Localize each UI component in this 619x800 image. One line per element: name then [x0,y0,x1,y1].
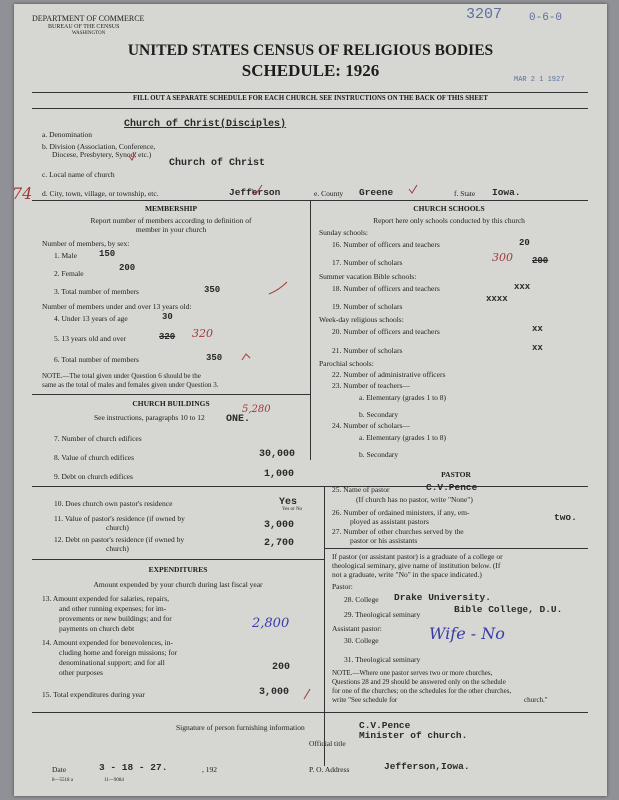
q23-label: 23. Number of teachers— [332,381,410,390]
q31-label: 31. Theological seminary [344,655,421,664]
q20-value: xx [532,324,543,334]
date-value: 3 - 18 - 27. [99,762,168,773]
q11-value: 3,000 [264,520,295,531]
buildings-title: CHURCH BUILDINGS [132,399,210,408]
margin-mark: 74 [12,184,33,203]
schools-sub: Report here only schools conducted by this church [373,216,525,225]
bureau-label: BUREAU OF THE CENSUS [48,24,120,30]
q13-label-3: provements or new buildings; and for [59,614,172,623]
q16-label: 16. Number of officers and teachers [332,240,440,249]
q23b-label: b. Secondary [359,410,399,419]
q2-value: 200 [119,263,136,273]
q13-value: 2,800 [252,616,290,631]
q18-value: xxx [514,282,531,292]
q29-value: Bible College, D.U. [454,604,563,615]
q28-label: 28. College [344,595,379,604]
q14-label-4: other purposes [59,668,103,677]
graduate-instruction-3: not a graduate, write "No" in the space indicated.) [332,570,482,579]
q1-value: 150 [99,249,116,259]
q26-value: two. [554,512,577,523]
state-label: f. State [454,189,476,198]
check-mark [252,185,262,194]
local-name-value: Church of Christ [169,158,266,169]
q5-label: 5. 13 years old and over [54,334,127,343]
weekday-label: Week-day religious schools: [319,315,404,324]
division-label: b. Division (Association, Conference, [42,142,156,151]
pastor-note-3: for one of the churches; on the schedules for the other churches, [332,687,512,695]
stamp-number: 3207 [466,6,503,23]
membership-title: MEMBERSHIP [144,204,198,213]
q4-label: 4. Under 13 years of age [54,314,128,323]
q9-value: 1,000 [264,469,295,480]
membership-note-2: same as the total of males and females given under Question 3. [42,381,219,389]
check-mark [409,185,417,193]
membership-sub: Report number of members according to definition of [90,216,252,225]
stamp-code: 0-6-0 [529,12,563,24]
q21-value: xx [532,343,543,353]
q17-pen-correction: 300 [492,251,513,264]
q8-label: 8. Value of church edifices [54,453,135,462]
q17-value: 200 [532,256,549,266]
signature-label: Signature of person furnishing information [176,723,305,732]
graduate-instruction: If pastor (or assistant pastor) is a graduate of a college or [332,552,503,561]
q25-hint: (If church has no pastor, write "None") [356,495,473,504]
check-mark [269,282,287,294]
date-stamp: MAR 2 1 1927 [514,76,565,84]
q23a-label: a. Elementary (grades 1 to 8) [359,393,447,402]
assistant-pastor-label: Assistant pastor: [332,624,382,633]
address-label: P. O. Address [309,765,350,774]
q15-value: 3,000 [259,687,290,698]
q11-label: 11. Value of pastor's residence (if owned by [54,514,185,523]
q19-value: xxxx [486,294,508,304]
q10-label: 10. Does church own pastor's residence [54,499,173,508]
q14-label: 14. Amount expended for benevolences, in- [42,638,174,647]
pastor-title: PASTOR [441,470,471,479]
q18-label: 18. Number of officers and teachers [332,284,440,293]
denomination-label: a. Denomination [42,130,92,139]
q28-value: Drake University. [394,592,491,603]
city-field-label: d. City, town, village, or township, etc. [42,189,159,198]
official-title-label: Official title [309,739,346,748]
pastor-note-5: church." [524,696,548,704]
under-over-label: Number of members under and over 13 years old: [42,302,192,311]
q7-value: ONE. [226,414,251,425]
local-name-label: c. Local name of church [42,170,115,179]
county-label: e. County [314,189,344,198]
q5-pen-correction: 320 [192,327,213,340]
q22-label: 22. Number of administrative officers [332,370,446,379]
q7-label: 7. Number of church edifices [54,434,142,443]
q17-label: 17. Number of scholars [332,258,403,267]
pastor-note-2: Questions 28 and 29 should be answered only on the schedule [332,678,506,686]
city-label: WASHINGTON [72,31,106,36]
q25-label: 25. Name of pastor [332,485,390,494]
division-label-2: Diocese, Presbytery, Synod, etc.) [52,150,152,159]
date-suffix: , 192 [202,765,217,774]
pastor-note-4: write "See schedule for [332,696,398,704]
official-title-value: Minister of church. [359,730,468,741]
parochial-label: Parochial schools: [319,359,374,368]
pastor-note: NOTE.—Where one pastor serves two or more churches, [332,669,493,677]
q14-value: 200 [272,662,291,673]
q16-value: 20 [519,238,530,248]
q12-value: 2,700 [264,538,295,549]
by-sex-label: Number of members, by sex: [42,239,130,248]
q14-label-2: cluding home and foreign missions; for [59,648,178,657]
census-schedule-page [14,4,607,796]
q12-label-2: church) [106,544,129,553]
q13-label-2: and other running expenses; for im- [59,604,167,613]
q24b-label: b. Secondary [359,450,399,459]
form-title: UNITED STATES CENSUS OF RELIGIOUS BODIES [127,42,494,59]
instruction-line: FILL OUT A SEPARATE SCHEDULE FOR EACH CHURCH. SEE INSTRUCTIONS ON THE BACK OF THIS SHEET [133,95,488,102]
summer-label: Summer vacation Bible schools: [319,272,417,281]
county-value: Greene [359,187,394,198]
schedule-year: SCHEDULE: 1926 [241,61,380,80]
q24-label: 24. Number of scholars— [332,421,410,430]
expenditures-title: EXPENDITURES [148,565,208,574]
check-mark [242,354,250,360]
pen-marks [14,4,607,796]
address-value: Jefferson,Iowa. [384,761,470,772]
q29-label: 29. Theological seminary [344,610,421,619]
q20-label: 20. Number of officers and teachers [332,327,440,336]
q10-hint: Yes or No [282,507,303,512]
q10-value: Yes [279,497,298,508]
check-mark [304,689,310,699]
q25-value: C.V.Pence [426,482,478,493]
buildings-sub: See instructions, paragraphs 10 to 12 [94,413,205,422]
q9-label: 9. Debt on church edifices [54,472,133,481]
buildings-pen-note: 5,280 [242,404,271,415]
q5-value: 320 [159,332,176,342]
q27-label-2: pastor or his assistants [350,536,418,545]
q19-label: 19. Number of scholars [332,302,403,311]
q3-label: 3. Total number of members [54,287,139,296]
graduate-instruction-2: theological seminary, give name of institution below. (If [332,561,501,570]
q30-value: Wife - No [429,624,505,643]
department-label: DEPARTMENT OF COMMERCE [32,14,145,23]
sunday-label: Sunday schools: [319,228,368,237]
signature-value: C.V.Pence [359,720,411,731]
q2-label: 2. Female [54,269,84,278]
form-code-2: 11—9084 [104,778,124,783]
q21-label: 21. Number of scholars [332,346,403,355]
check-mark [129,152,136,160]
q13-label-4: payments on church debt [59,624,135,633]
membership-sub-2: member in your church [135,225,207,234]
state-value: Iowa. [492,187,521,198]
q30-label: 30. College [344,636,379,645]
q26-label: 26. Number of ordained ministers, if any, em- [332,508,470,517]
q11-label-2: church) [106,523,129,532]
q24a-label: a. Elementary (grades 1 to 8) [359,433,447,442]
expenditures-sub: Amount expended by your church during last fiscal year [93,580,263,589]
city-value: Jefferson [229,187,281,198]
q8-value: 30,000 [259,449,296,460]
denomination-value: Church of Christ(Disciples) [124,119,287,130]
q4-value: 30 [162,312,173,322]
form-code: 8—5518 a [52,778,73,783]
pastor-label: Pastor: [332,582,353,591]
q15-label: 15. Total expenditures during year [42,690,145,699]
q12-label: 12. Debt on pastor's residence (if owned by [54,535,185,544]
q27-label: 27. Number of other churches served by the [332,527,464,536]
date-label: Date [52,765,67,774]
q6-value: 350 [206,353,223,363]
schools-title: CHURCH SCHOOLS [413,204,485,213]
q26-label-2: ployed as assistant pastors [350,517,429,526]
q14-label-3: denominational support; and for all [59,658,165,667]
q1-label: 1. Male [54,251,77,260]
q13-label: 13. Amount expended for salaries, repairs, [42,594,170,603]
membership-note: NOTE.—The total given under Question 6 should be the [42,372,201,380]
q3-value: 350 [204,285,221,295]
q6-label: 6. Total number of members [54,355,139,364]
